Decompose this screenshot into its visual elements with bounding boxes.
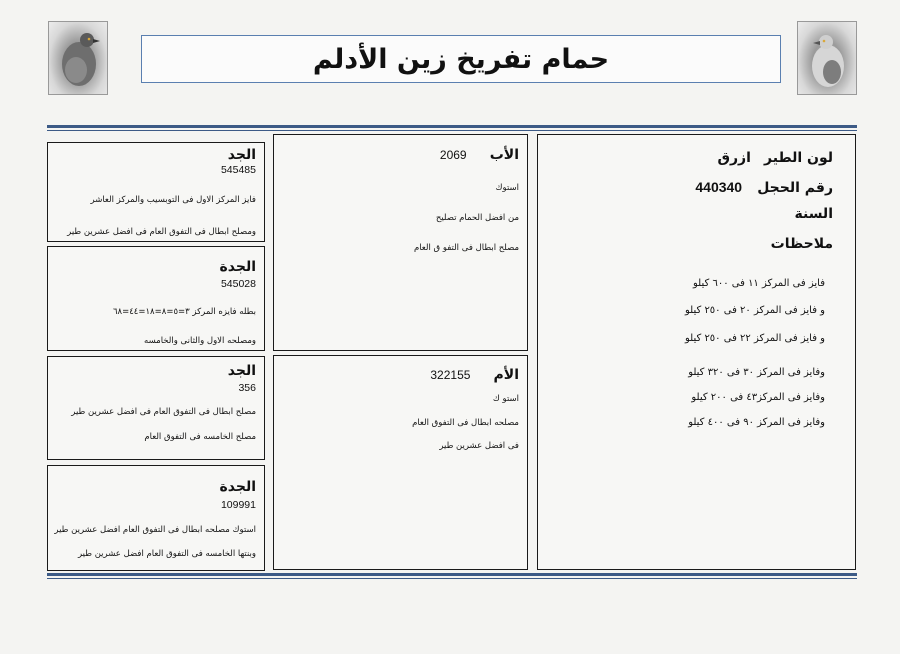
ring-value: 440340	[695, 179, 743, 195]
grandparent-ring: 545028	[220, 278, 256, 290]
father-line: من افضل الحمام تصليح	[435, 213, 519, 223]
grandparent-line: وبنتها الخامسه فى التفوق العام افضل عشرين طير	[77, 549, 256, 559]
top-rule-thin	[47, 130, 857, 131]
achievement-item: و فايز فى المركز ٢٠ فى ٢٥٠ كيلو	[685, 305, 825, 316]
grandparent-line: مصلح ابطال فى التفوق العام فى افضل عشرين طير	[71, 407, 256, 417]
bird-info-box	[537, 134, 856, 570]
mother-label: الأم	[493, 367, 519, 383]
mother-line: استو ك	[492, 394, 519, 404]
mother-line: مصلحه ابطال فى التفوق العام	[412, 418, 519, 428]
grandparent-label: الجد	[227, 363, 256, 379]
grandparent-ring: 545485	[220, 164, 256, 176]
grandparent-ring: 356	[238, 382, 256, 394]
grandmother-maternal-box	[47, 465, 265, 571]
grandparent-label: الجد	[227, 147, 256, 163]
father-box	[273, 134, 528, 351]
mother-ring: 322155	[430, 368, 471, 382]
father-label: الأب	[489, 147, 519, 163]
pigeon-icon	[49, 22, 107, 94]
grandparent-line: بطله فايزه المركز ٣=٥=٨=١٨=٤٤=٦٨	[112, 307, 256, 317]
grandparent-line: مصلح الخامسه فى التفوق العام	[144, 432, 256, 442]
achievement-item: وفايز فى المركز٤٣ فى ٢٠٠ كيلو	[691, 392, 825, 403]
bottom-rule	[47, 573, 857, 576]
bottom-rule-thin	[47, 578, 857, 579]
mother-box	[273, 355, 528, 570]
grandparent-line: ومصلحه الاول والثانى والخامسه	[144, 336, 256, 346]
ring-label: رقم الحجل	[757, 180, 833, 196]
grandparent-ring: 109991	[220, 499, 256, 511]
grandparent-label: الجدة	[219, 259, 256, 275]
color-label: لون الطير	[764, 150, 833, 166]
year-label: السنة	[794, 206, 833, 222]
pigeon-photo-left	[48, 21, 108, 95]
father-line: استوك	[495, 183, 519, 193]
achievement-item: وفايز فى المركز ٩٠ فى ٤٠٠ كيلو	[688, 417, 825, 428]
grandparent-line: استوك مصلحه ابطال فى التفوق العام افضل عشرين طير	[54, 525, 256, 535]
title-box	[141, 35, 781, 83]
color-value: ازرق	[717, 150, 751, 166]
achievement-item: وفايز فى المركز ٣٠ فى ٣٢٠ كيلو	[688, 367, 825, 378]
father-line: مصلح ابطال فى التفو ق العام	[413, 243, 519, 253]
grandmother-paternal-box	[47, 246, 265, 351]
achievement-item: و فايز فى المركز ٢٢ فى ٢٥٠ كيلو	[685, 333, 825, 344]
top-rule	[47, 125, 857, 128]
page-title: حمام تفريخ زين الأدلم	[312, 43, 610, 75]
grandfather-paternal-box	[47, 142, 265, 242]
pigeon-photo-right	[797, 21, 857, 95]
grandparent-label: الجدة	[219, 479, 256, 495]
achievement-item: فايز فى المركز ١١ فى ٦٠٠ كيلو	[693, 278, 825, 289]
grandparent-line: فايز المركز الاول فى التوبسيب والمركز العاشر	[90, 195, 256, 205]
father-ring: 2069	[439, 148, 467, 162]
grandparent-line: ومصلح ابطال فى التفوق العام فى افضل عشرين طير	[67, 227, 256, 237]
grandfather-maternal-box	[47, 356, 265, 460]
pigeon-icon	[798, 22, 856, 94]
mother-line: فى افضل عشرين طير	[439, 441, 519, 451]
notes-label: ملاحظات	[770, 236, 833, 252]
